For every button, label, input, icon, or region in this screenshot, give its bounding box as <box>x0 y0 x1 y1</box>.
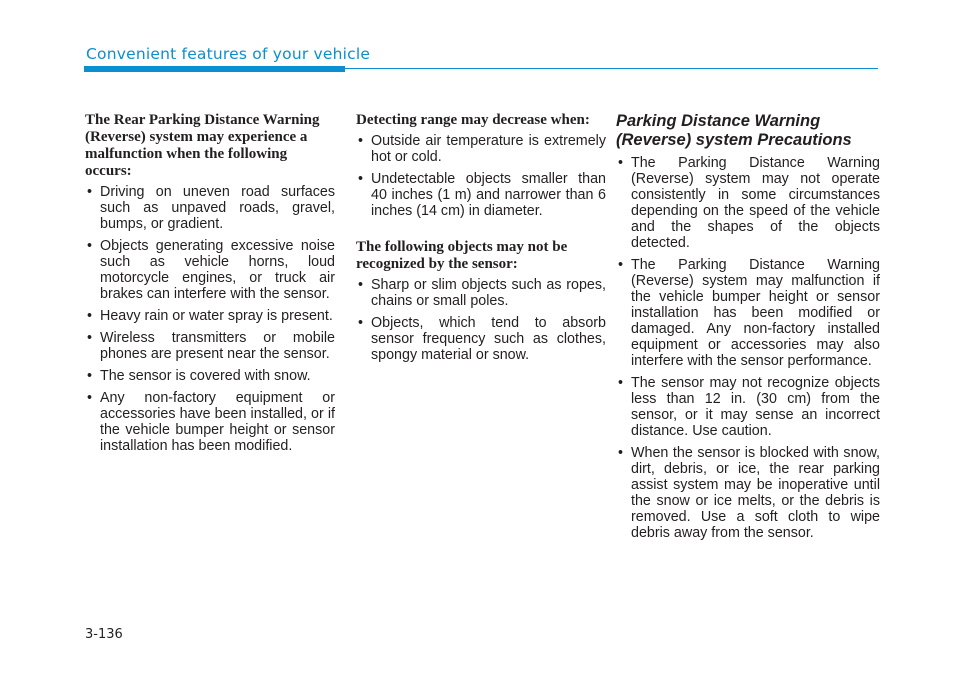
section-title: Convenient features of your vehicle <box>86 45 371 63</box>
objects-list <box>356 277 606 363</box>
list-item: • Wireless transmitters or mobile phones are present near the sensor. <box>87 330 335 362</box>
list-item: • Driving on uneven road surfaces such as unpaved roads, gravel, bumps, or gradient. <box>87 184 335 232</box>
list-item: • The sensor is covered with snow. <box>87 368 311 384</box>
range-heading: Detecting range may decrease when: <box>356 112 590 128</box>
list-item: • The Parking Distance Warning (Reverse) system may not operate consistently in some circumstances depending on the speed of the vehicle and the shapes of the objects detected. <box>618 155 880 251</box>
list-item: • Sharp or slim objects such as ropes, chains or small poles. <box>358 277 606 309</box>
malfunction-heading: The Rear Parking Distance Warning (Reverse) system may experience a malfunction when the following occurs: <box>85 112 320 179</box>
list-item: • The sensor may not recognize objects less than 12 in. (30 cm) from the sensor, or it may sense an incorrect distance. Use caution. <box>618 375 880 439</box>
range-list <box>356 133 606 219</box>
list-item: • The Parking Distance Warning (Reverse) system may malfunction if the vehicle bumper height or sensor installation has been modified or damaged. Any non-factory installed equipment or accessories may also interfere with the sensor performance. <box>618 257 880 369</box>
objects-heading: The following objects may not be recognized by the sensor: <box>356 239 568 272</box>
list-item: • Undetectable objects smaller than 40 inches (1 m) and narrower than 6 inches (14 cm) in diameter. <box>358 171 606 219</box>
page-number: 3-136 <box>85 627 123 642</box>
list-item: • Any non-factory equipment or accessories have been installed, or if the vehicle bumper height or sensor installation has been modified. <box>87 390 335 454</box>
precautions-heading: Parking Distance Warning (Reverse) system Precautions <box>616 112 852 149</box>
list-item: • Outside air temperature is extremely hot or cold. <box>358 133 606 165</box>
malfunction-list <box>85 184 335 454</box>
list-item: • When the sensor is blocked with snow, dirt, debris, or ice, the rear parking assist system may be inoperative until the snow or ice melts, or the debris is removed. Use a soft cloth to wipe debris away from the sensor. <box>618 445 880 541</box>
column-middle <box>356 112 606 369</box>
header-rule <box>345 68 878 69</box>
column-right <box>616 112 880 547</box>
list-item: • Heavy rain or water spray is present. <box>87 308 333 324</box>
precautions-list <box>616 155 880 541</box>
list-item: • Objects, which tend to absorb sensor frequency such as clothes, spongy material or snow. <box>358 315 606 363</box>
list-item: • Objects generating excessive noise such as vehicle horns, loud motorcycle engines, or truck air brakes can interfere with the sensor. <box>87 238 335 302</box>
column-left <box>85 112 335 460</box>
section-title-bar <box>84 66 345 72</box>
